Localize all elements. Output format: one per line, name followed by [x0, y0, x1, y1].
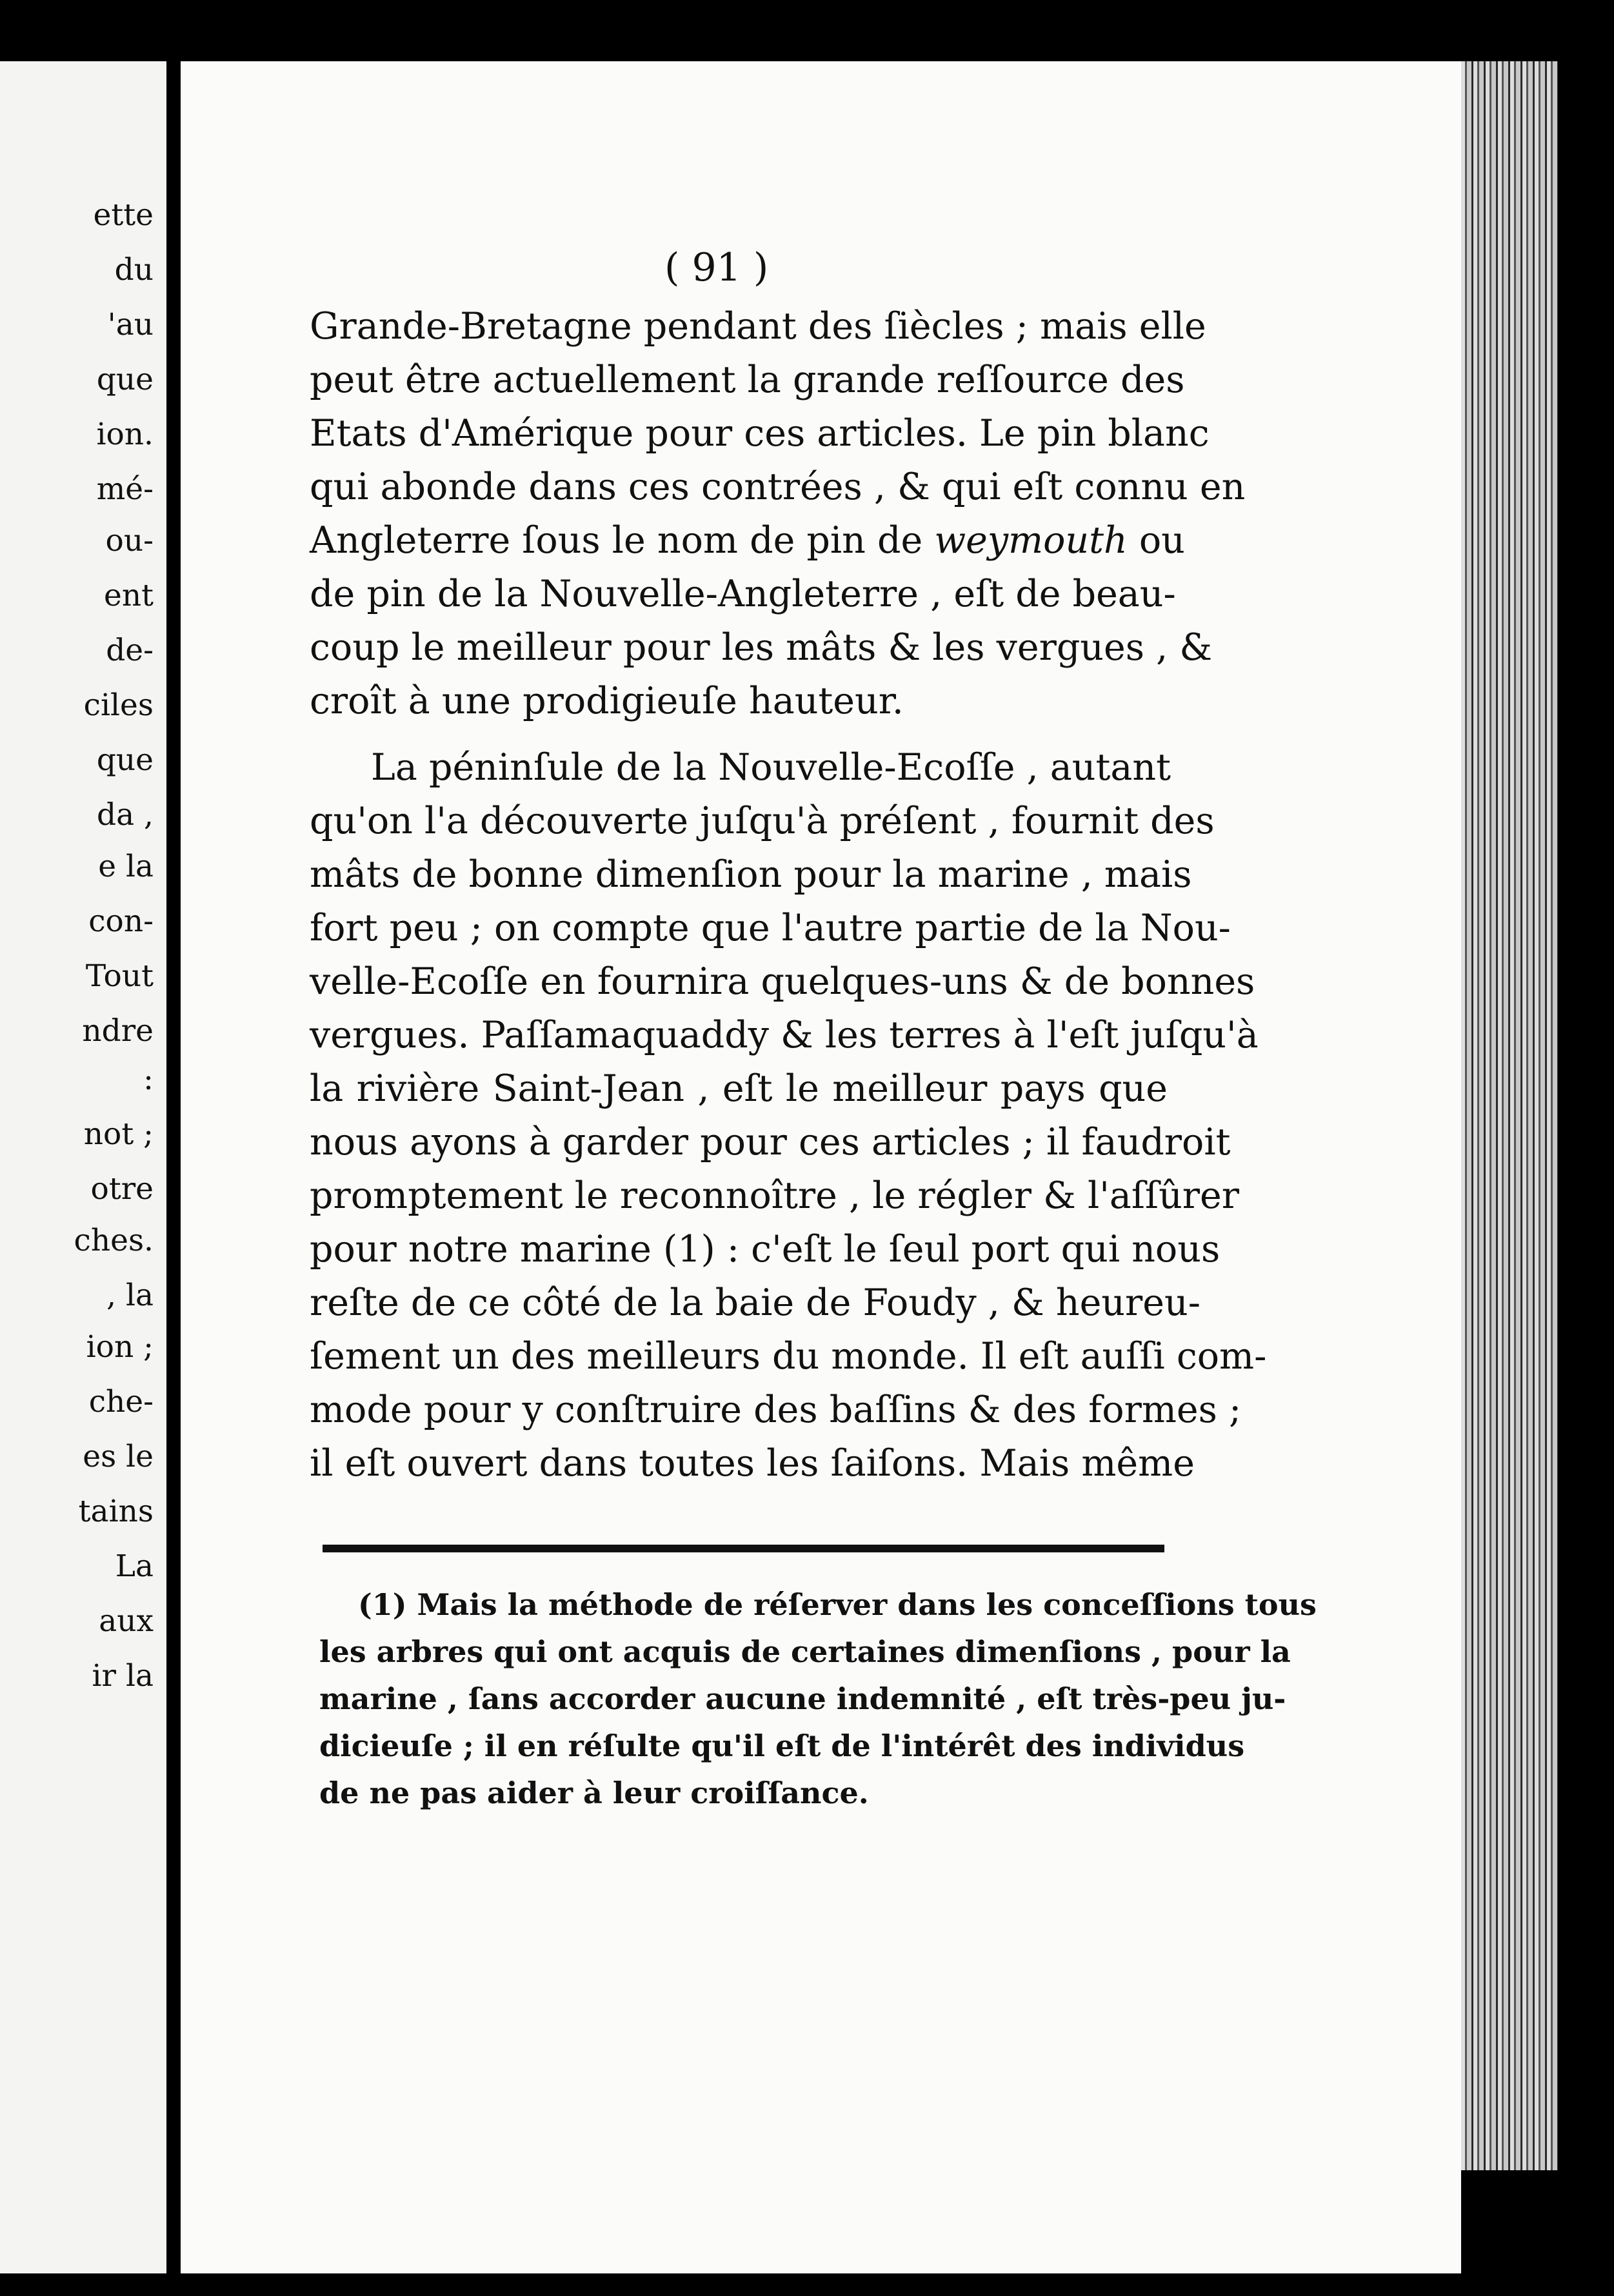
- footnote-line: (1) Mais la méthode de réſerver dans les conceſſions tous: [358, 1587, 1317, 1622]
- left-page-fragment: que: [96, 742, 154, 778]
- text-line: qu'on l'a découverte juſqu'à préſent , fournit des: [310, 800, 1215, 842]
- left-page-fragment: ir la: [92, 1658, 154, 1694]
- footnote-line: de ne pas aider à leur croiſſance.: [319, 1776, 869, 1810]
- left-page-fragment: ches.: [74, 1223, 154, 1258]
- left-page-fragment: ion.: [96, 417, 154, 452]
- text-line: croît à une prodigieuſe hauteur.: [310, 680, 904, 722]
- left-page-fragment: que: [96, 362, 154, 397]
- footnote-line: marine , ſans accorder aucune indemnité , eſt très-peu ju-: [319, 1681, 1286, 1716]
- left-page-fragment: con-: [88, 904, 154, 939]
- left-page-fragment: not ;: [83, 1116, 154, 1152]
- text-line: [310, 519, 1185, 562]
- footnote-line: dicieuſe ; il en réſulte qu'il eſt de l'intérêt des individus: [319, 1728, 1245, 1763]
- left-page-fragment: ette: [93, 197, 154, 233]
- page-edges: [1461, 61, 1558, 2170]
- text-line: la rivière Saint-Jean , eſt le meilleur pays que: [310, 1067, 1168, 1110]
- text-line: nous ayons à garder pour ces articles ; il faudroit: [310, 1121, 1231, 1163]
- text-line: pour notre marine (1) : c'eſt le ſeul port qui nous: [310, 1228, 1220, 1271]
- left-facing-page: [0, 61, 166, 2273]
- left-page-fragment: Tout: [85, 958, 154, 994]
- left-page-fragment: es le: [83, 1439, 154, 1474]
- text-line: velle-Ecoſſe en fournira quelques-uns & de bonnes: [310, 960, 1255, 1003]
- text-line-part: ou: [1127, 519, 1185, 562]
- text-line: reſte de ce côté de la baie de Foudy , & heureu-: [310, 1282, 1201, 1324]
- text-line: de pin de la Nouvelle-Angleterre , eſt de beau-: [310, 573, 1176, 615]
- footnote-line: les arbres qui ont acquis de certaines dimenſions , pour la: [319, 1634, 1291, 1669]
- text-line: mode pour y conſtruire des baſſins & des formes ;: [310, 1389, 1242, 1431]
- left-page-fragment: , la: [106, 1278, 154, 1313]
- left-page-fragment: du: [114, 252, 154, 288]
- text-line: fort peu ; on compte que l'autre partie de la Nou-: [310, 907, 1231, 949]
- left-page-fragment: tains: [78, 1494, 154, 1529]
- page-number: ( 91 ): [664, 245, 769, 290]
- left-page-fragment: ion ;: [86, 1329, 154, 1365]
- italic-word: weymouth: [934, 519, 1128, 562]
- text-line: ſement un des meilleurs du monde. Il eſt auſſi com-: [310, 1335, 1267, 1378]
- left-page-fragment: da ,: [97, 797, 154, 833]
- left-page-fragment: aux: [99, 1603, 154, 1639]
- left-page-fragment: otre: [90, 1171, 154, 1207]
- text-line: coup le meilleur pour les mâts & les vergues , &: [310, 626, 1213, 669]
- text-line: peut être actuellement la grande reſſource des: [310, 359, 1185, 401]
- left-page-fragment: de-: [106, 633, 154, 668]
- left-page-fragment: ciles: [83, 688, 154, 723]
- text-line-part: Angleterre ſous le nom de pin de: [310, 519, 935, 562]
- text-line: Grande-Bretagne pendant des ſiècles ; mais elle: [310, 305, 1206, 348]
- left-page-fragment: mé-: [96, 471, 154, 507]
- text-line: mâts de bonne dimenſion pour la marine , mais: [310, 853, 1192, 896]
- footnote-rule: [323, 1545, 1164, 1552]
- left-page-fragment: ndre: [82, 1013, 154, 1049]
- text-line: vergues. Paſſamaquaddy & les terres à l'eſt juſqu'à: [310, 1014, 1259, 1056]
- text-line: promptement le reconnoître , le régler & l'aſſûrer: [310, 1174, 1240, 1217]
- left-page-fragment: La: [115, 1549, 154, 1584]
- text-line: il eſt ouvert dans toutes les ſaiſons. Mais même: [310, 1442, 1195, 1485]
- left-page-fragment: che-: [88, 1384, 154, 1420]
- left-page-fragment: 'au: [107, 307, 154, 342]
- text-line: qui abonde dans ces contrées , & qui eſt connu en: [310, 466, 1246, 508]
- left-page-fragment: ou-: [105, 523, 154, 559]
- paragraph-start-line: La péninſule de la Nouvelle-Ecoſſe , autant: [371, 746, 1171, 789]
- text-line: Etats d'Amérique pour ces articles. Le pin blanc: [310, 412, 1210, 455]
- left-page-fragment: :: [143, 1062, 154, 1097]
- left-page-fragment: ent: [104, 578, 154, 613]
- left-page-fragment: e la: [98, 849, 154, 884]
